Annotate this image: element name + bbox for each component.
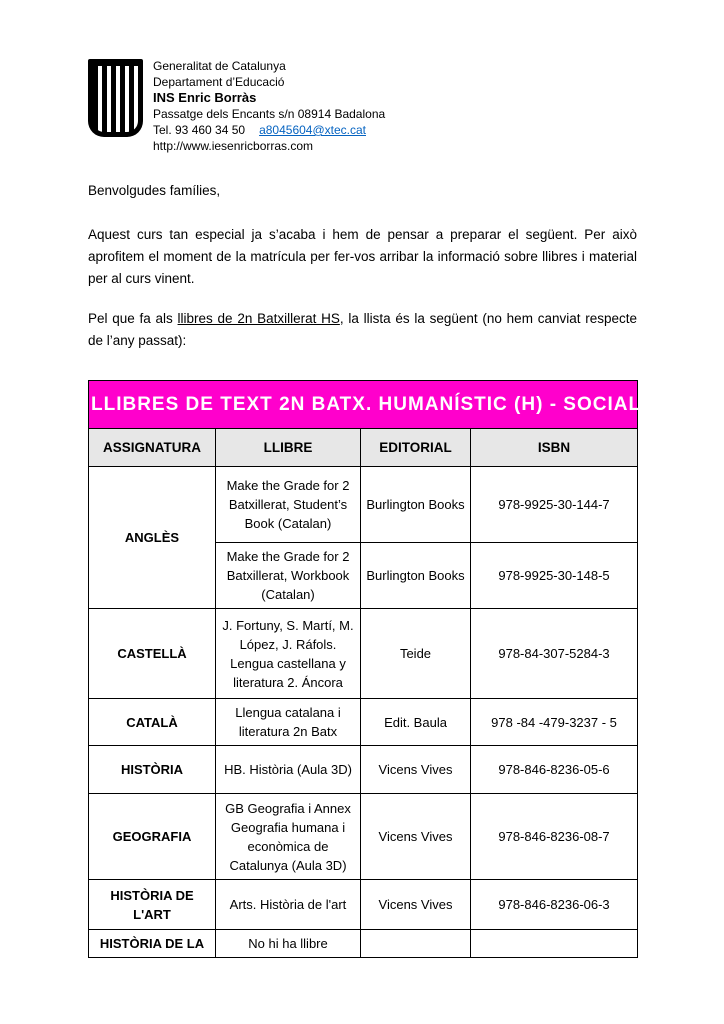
isbn-cell: 978 -84 -479-3237 - 5: [471, 699, 638, 746]
table-header-row: [89, 429, 638, 467]
isbn-cell: 978-9925-30-148-5: [471, 543, 638, 609]
generalitat-logo-icon: [88, 59, 143, 137]
editorial-cell: Teide: [361, 609, 471, 699]
books-table: [88, 380, 676, 958]
book-cell: GB Geografia i Annex Geografia humana i econòmica de Catalunya (Aula 3D): [216, 794, 361, 880]
subject-cell: HISTÒRIA: [89, 746, 216, 794]
table-row: [89, 609, 638, 699]
editorial-cell: Edit. Baula: [361, 699, 471, 746]
table-row: [89, 930, 638, 958]
paragraph-2: [88, 308, 637, 352]
letter-body: [88, 180, 637, 352]
table-title: LLIBRES DE TEXT 2N BATX. HUMANÍSTIC (H) - SOCIAL (S): [89, 381, 638, 429]
table-row: [89, 880, 638, 930]
contact-line: [153, 122, 385, 138]
subject-cell: CATALÀ: [89, 699, 216, 746]
book-cell: HB. Història (Aula 3D): [216, 746, 361, 794]
isbn-cell: 978-846-8236-05-6: [471, 746, 638, 794]
table-row: [89, 794, 638, 880]
book-cell: Make the Grade for 2 Batxillerat, Workbook (Catalan): [216, 543, 361, 609]
book-cell: J. Fortuny, S. Martí, M. López, J. Ráfols. Lengua castellana y literatura 2. Áncora: [216, 609, 361, 699]
school-address: Passatge dels Encants s/n 08914 Badalona: [153, 107, 386, 121]
isbn-cell: 978-84-307-5284-3: [471, 609, 638, 699]
letterhead: [88, 57, 637, 154]
salutation: Benvolgudes famílies,: [88, 183, 221, 198]
column-header-assignatura: ASSIGNATURA: [89, 429, 216, 467]
paragraph-1: Aquest curs tan especial ja s’acaba i hem de pensar a preparar el següent. Per això aprofitem el moment de la matrícula per fer-vos arribar la informació sobre llibres i material per al curs vinent.: [88, 227, 637, 286]
isbn-cell: 978-846-8236-06-3: [471, 880, 638, 930]
editorial-cell: Burlington Books: [361, 467, 471, 543]
column-header-isbn: ISBN: [471, 429, 638, 467]
email-link[interactable]: a8045604@xtec.cat: [259, 123, 366, 137]
editorial-cell: [361, 930, 471, 958]
isbn-cell: [471, 930, 638, 958]
department-name: Departament d’Educació: [153, 75, 285, 89]
book-cell: Llengua catalana i literatura 2n Batx: [216, 699, 361, 746]
editorial-cell: Burlington Books: [361, 543, 471, 609]
column-header-editorial: EDITORIAL: [361, 429, 471, 467]
editorial-cell: Vicens Vives: [361, 794, 471, 880]
subject-cell: HISTÒRIA DE LA: [89, 930, 216, 958]
isbn-cell: 978-9925-30-144-7: [471, 467, 638, 543]
org-name: Generalitat de Catalunya: [153, 59, 286, 73]
subject-cell: CASTELLÀ: [89, 609, 216, 699]
paragraph-2-underlined: llibres de 2n Batxillerat HS: [177, 311, 340, 326]
subject-cell: HISTÒRIA DE L'ART: [89, 880, 216, 930]
letterhead-text: [153, 57, 385, 154]
table-row: [89, 746, 638, 794]
editorial-cell: Vicens Vives: [361, 746, 471, 794]
phone-number: Tel. 93 460 34 50: [153, 123, 246, 137]
editorial-cell: Vicens Vives: [361, 880, 471, 930]
paragraph-2-suffix: , la llista és la següent (no hem canviat respecte de l’any passat):: [88, 311, 637, 348]
table-title-row: [89, 381, 638, 429]
school-name: INS Enric Borràs: [153, 90, 257, 105]
subject-cell: GEOGRAFIA: [89, 794, 216, 880]
book-cell: No hi ha llibre: [216, 930, 361, 958]
table-row: [89, 467, 638, 543]
column-header-llibre: LLIBRE: [216, 429, 361, 467]
book-cell: Arts. Història de l'art: [216, 880, 361, 930]
isbn-cell: 978-846-8236-08-7: [471, 794, 638, 880]
website-url: http://www.iesenricborras.com: [153, 139, 314, 153]
subject-cell: ANGLÈS: [89, 467, 216, 609]
paragraph-2-prefix: Pel que fa als: [88, 311, 178, 326]
table-row: [89, 699, 638, 746]
book-cell: Make the Grade for 2 Batxillerat, Student’s Book (Catalan): [216, 467, 361, 543]
